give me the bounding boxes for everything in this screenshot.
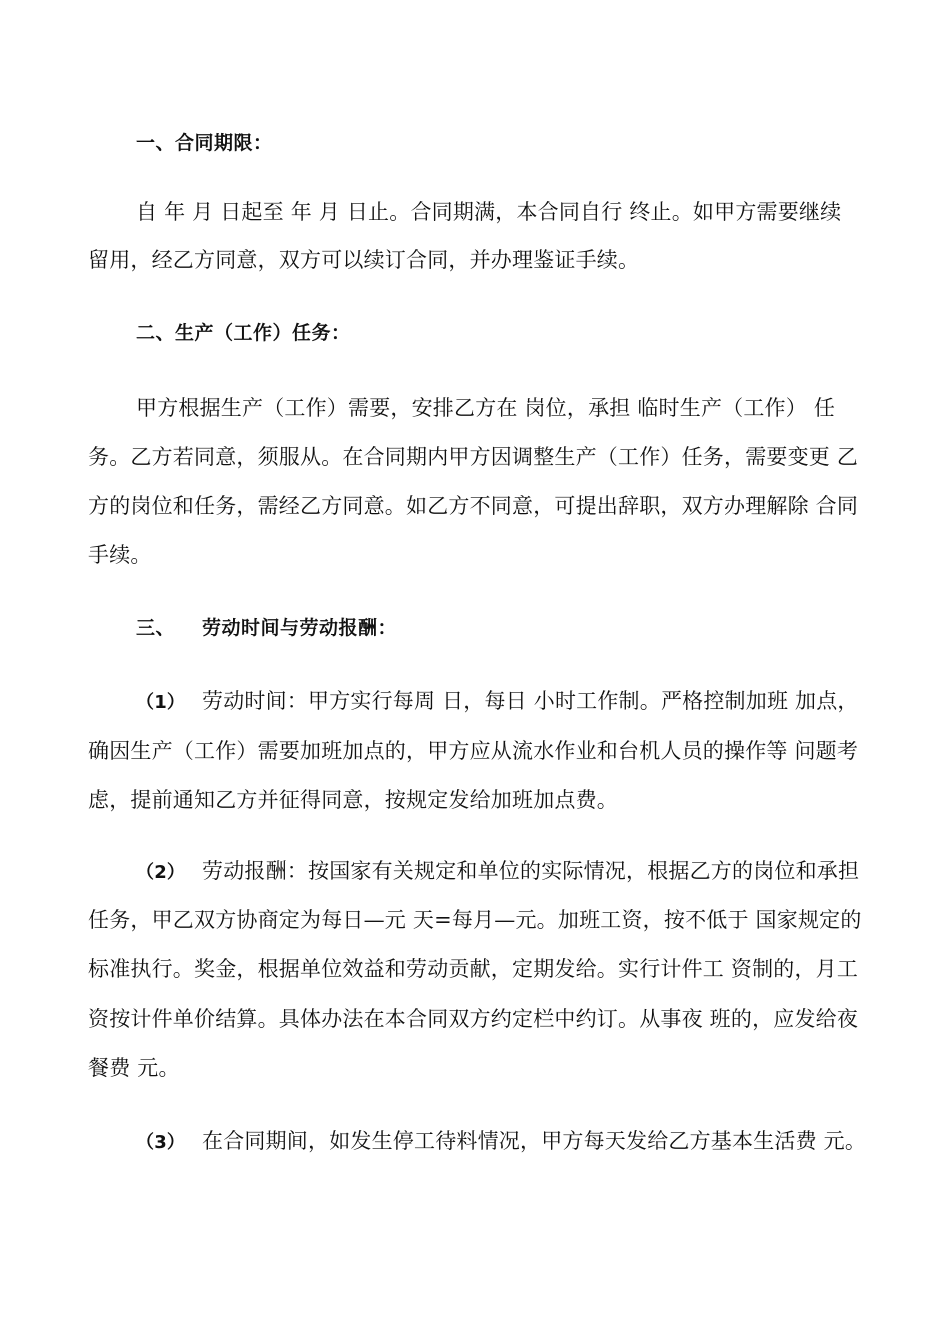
item-text: 劳动时间：甲方实行每周 日，每日 小时工作制。严格控制加班 加点， (202, 689, 859, 713)
paragraph-line: 手续。 (88, 543, 152, 567)
section-heading-task: 二、生产（工作）任务： (136, 322, 351, 344)
paragraph-line: 留用，经乙方同意，双方可以续订合同，并办理鉴证手续。 (88, 248, 640, 272)
item-number: （2） (136, 862, 186, 883)
paragraph-line: 自 年 月 日起至 年 月 日止。合同期满，本合同自行 终止。如甲方需要继续 (136, 200, 842, 224)
paragraph-line: 虑，提前通知乙方并征得同意，按规定发给加班加点费。 (88, 788, 618, 812)
paragraph-line: 标准执行。奖金，根据单位效益和劳动贡献，定期发给。实行计件工 资制的，月工 (88, 957, 859, 981)
item-text: 劳动报酬：按国家有关规定和单位的实际情况，根据乙方的岗位和承担 (202, 859, 860, 883)
paragraph-line: 方的岗位和任务，需经乙方同意。如乙方不同意，可提出辞职，双方办理解除 合同 (88, 494, 859, 518)
paragraph-line: 餐费 元。 (88, 1056, 180, 1080)
item-number: （3） (136, 1132, 186, 1153)
paragraph-line: 资按计件单价结算。具体办法在本合同双方约定栏中约订。从事夜 班的，应发给夜 (88, 1007, 859, 1031)
list-item-first-line (136, 1125, 866, 1155)
list-item-first-line (136, 855, 859, 885)
section-heading-pay (136, 613, 397, 640)
list-item-first-line (136, 685, 859, 715)
item-text: 在合同期间，如发生停工待料情况，甲方每天发给乙方基本生活费 元。 (202, 1129, 867, 1153)
paragraph-line: 务。乙方若同意，须服从。在合同期内甲方因调整生产（工作）任务，需要变更 乙 (88, 445, 859, 469)
paragraph-line: 任务，甲乙双方协商定为每日—元 天=每月—元。加班工资，按不低于 国家规定的 (88, 908, 862, 932)
paragraph-line: 确因生产（工作）需要加班加点的，甲方应从流水作业和台机人员的操作等 问题考 (88, 739, 859, 763)
section-title: 劳动时间与劳动报酬： (202, 617, 398, 639)
section-heading-term: 一、合同期限： (136, 132, 273, 154)
item-number: （1） (136, 692, 186, 713)
section-number: 三、 (136, 617, 176, 639)
paragraph-line: 甲方根据生产（工作）需要，安排乙方在 岗位，承担 临时生产（工作） 任 (136, 396, 836, 420)
